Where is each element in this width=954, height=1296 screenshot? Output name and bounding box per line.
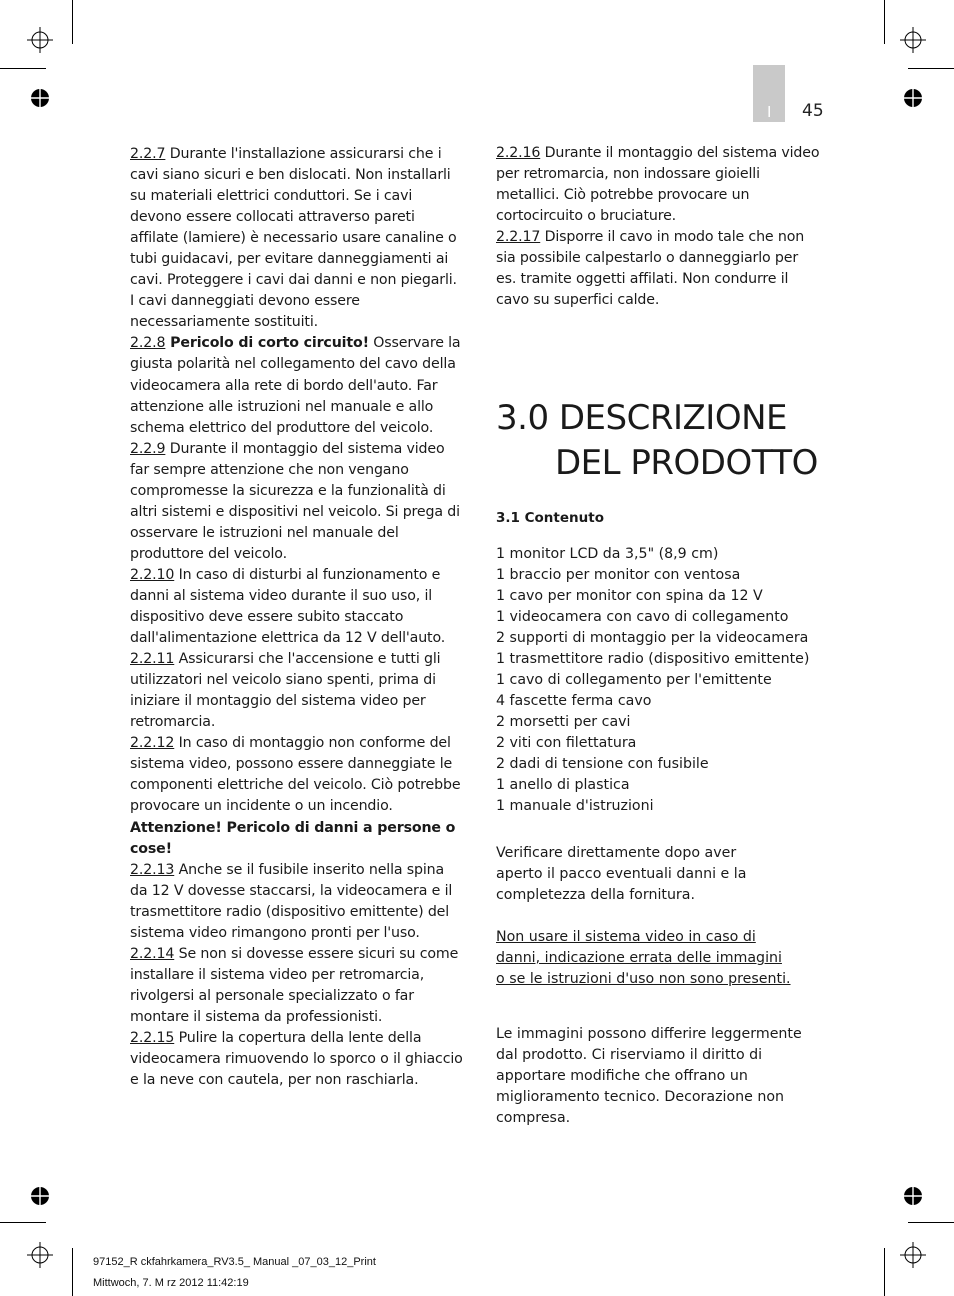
disclaimer: Le immagini possono differire leggermente dal prodotto. Ci riserviamo il diritto di apportare modifiche che offrano un miglioramento tecnico. Decorazione non compresa. — [496, 1026, 802, 1126]
registration-mark-icon — [900, 27, 926, 53]
footer-line-1: 97152_R ckfahrkamera_RV3.5_ Manual _07_03_12_Print — [93, 1256, 376, 1268]
list-item: 2 dadi di tensione con fusibile — [496, 756, 709, 772]
section-ref: 2.2.8 — [130, 335, 166, 352]
paragraph-2-2-17 — [496, 227, 821, 311]
right-column-top — [496, 143, 821, 311]
warning-note: Non usare il sistema video in caso di danni, indicazione errata delle immagini o se le istruzioni d'uso non sono presenti. — [496, 929, 791, 987]
list-item: 1 cavo di collegamento per l'emittente — [496, 672, 772, 688]
target-dot-icon — [30, 88, 50, 108]
registration-mark-icon — [27, 27, 53, 53]
section-ref: 2.2.10 — [130, 566, 175, 583]
target-dot-icon — [903, 1186, 923, 1206]
paragraph-2-2-10 — [130, 565, 465, 649]
registration-mark-icon — [27, 1242, 53, 1268]
warning-heading — [130, 818, 465, 860]
section-heading — [496, 396, 818, 486]
section-ref: 2.2.16 — [496, 145, 541, 161]
section-ref: 2.2.9 — [130, 440, 166, 457]
section-ref: 2.2.11 — [130, 651, 175, 668]
target-dot-icon — [903, 88, 923, 108]
paragraph-2-2-14 — [130, 944, 465, 1028]
paragraph-text: In caso di montaggio non conforme del sistema video, possono essere danneggiate le componenti elettriche del veicolo. Ciò potrebbe provocare un incidente o un incendio. — [130, 735, 461, 815]
section-ref: 2.2.13 — [130, 861, 175, 878]
subheading: 3.1 Contenuto — [496, 510, 604, 526]
paragraph-text: In caso di disturbi al funzionamento e danni al sistema video durante il suo uso, il dispositivo deve essere subito staccato dall'alimentazione elettrica da 12 V dell'auto. — [130, 566, 446, 647]
section-ref: 2.2.12 — [130, 735, 175, 752]
paragraph-2-2-15 — [130, 1028, 465, 1091]
paragraph-text: Anche se il fusibile inserito nella spina da 12 V dovesse staccarsi, la videocamera e il trasmettitore radio (dispositivo emittente) del sistema video rimangono pronti per l'uso. — [130, 861, 453, 941]
list-item: 2 morsetti per cavi — [496, 714, 631, 730]
list-item: 1 monitor LCD da 3,5" (8,9 cm) — [496, 546, 719, 562]
section-ref: 2.2.15 — [130, 1029, 175, 1046]
list-item: 1 videocamera con cavo di collegamento — [496, 609, 789, 625]
list-item: 1 braccio per monitor con ventosa — [496, 567, 741, 583]
target-dot-icon — [30, 1186, 50, 1206]
paragraph-bold: Pericolo di corto circuito! — [165, 335, 369, 352]
paragraph-2-2-13 — [130, 860, 465, 944]
paragraph-2-2-8 — [130, 333, 465, 438]
paragraph-2-2-11 — [130, 649, 465, 733]
crop-mark — [0, 1222, 46, 1223]
section-ref: 2.2.7 — [130, 146, 166, 162]
paragraph-2-2-9 — [130, 439, 465, 565]
page-number: 45 — [802, 101, 824, 121]
list-item: 4 fascette ferma cavo — [496, 693, 652, 709]
section-ref: 2.2.17 — [496, 229, 541, 246]
crop-mark — [884, 1248, 885, 1296]
paragraph-2-2-16 — [496, 143, 821, 227]
crop-mark — [72, 1248, 73, 1296]
list-item: 1 manuale d'istruzioni — [496, 798, 654, 814]
list-item: 2 viti con filettatura — [496, 735, 637, 751]
paragraph-text: Durante il montaggio del sistema video far sempre attenzione che non vengano compromesse la sicurezza e la funzionalità di altri sistemi e dispositivi nel veicolo. Si prega di osservare le istruzioni nel manuale del produttore del veicolo. — [130, 440, 460, 562]
list-item: 2 supporti di montaggio per la videocamera — [496, 630, 809, 646]
list-item: 1 anello di plastica — [496, 777, 630, 793]
paragraph-text: Se non si dovesse essere sicuri su come installare il sistema video per retromarcia, rivolgersi al personale specializzato o far montare il sistema da professionisti. — [130, 945, 459, 1025]
registration-mark-icon — [900, 1242, 926, 1268]
crop-mark — [884, 0, 885, 44]
list-item: 1 cavo per monitor con spina da 12 V — [496, 588, 763, 604]
paragraph-text: Disporre il cavo in modo tale che non sia possibile calpestarlo o danneggiarlo per es. tramite oggetti affilati. Non condurre il cavo su superfici calde. — [496, 229, 805, 309]
crop-mark — [72, 0, 73, 44]
paragraph-bold: Attenzione! Pericolo di danni a persone o cose! — [130, 819, 456, 857]
paragraph-2-2-12 — [130, 733, 465, 817]
heading-line-2: DEL PRODOTTO — [555, 443, 818, 483]
heading-line-1: 3.0 DESCRIZIONE — [496, 398, 788, 438]
paragraph-text: Durante l'installazione assicurarsi che i cavi siano sicuri e ben dislocati. Non installarli su materiali elettrici conduttori. Se i cavi devono essere collocati attraverso pareti affilate (lamiere) è necessario usare canaline o tubi guidacavi, per evitare danneggiamenti ai cavi. Proteggere i cavi dai danni e non piegarli. I cavi danneggiati devono essere necessariamente sostituiti. — [130, 146, 457, 331]
paragraph-text: Pulire la copertura della lente della videocamera rimuovendo lo sporco o il ghiaccio e la neve con cautela, per non raschiarla. — [130, 1029, 463, 1089]
paragraph-2-2-7 — [130, 144, 465, 333]
check-note: Verificare direttamente dopo aver aperto il pacco eventuali danni e la completezza della fornitura. — [496, 845, 747, 903]
left-column — [130, 144, 465, 1091]
contents-list — [496, 544, 809, 817]
footer-line-2: Mittwoch, 7. M rz 2012 11:42:19 — [93, 1277, 249, 1289]
paragraph-text: Assicurarsi che l'accensione e tutti gli utilizzatori nel veicolo siano spenti, prima di iniziare il montaggio del sistema video per retromarcia. — [130, 651, 441, 731]
paragraph-text: Durante il montaggio del sistema video per retromarcia, non indossare gioielli metallici. Ciò potrebbe provocare un cortocircuito o bruciature. — [496, 145, 820, 225]
paragraph-text: Osservare la giusta polarità nel collegamento del cavo della videocamera alla rete di bordo dell'auto. Far attenzione alle istruzioni nel manuale e allo schema elettrico del produttore del veicolo. — [130, 335, 461, 436]
list-item: 1 trasmettitore radio (dispositivo emittente) — [496, 651, 810, 667]
crop-mark — [0, 68, 46, 69]
language-tab-letter: I — [767, 103, 772, 121]
crop-mark — [908, 68, 954, 69]
crop-mark — [908, 1222, 954, 1223]
section-ref: 2.2.14 — [130, 945, 175, 962]
